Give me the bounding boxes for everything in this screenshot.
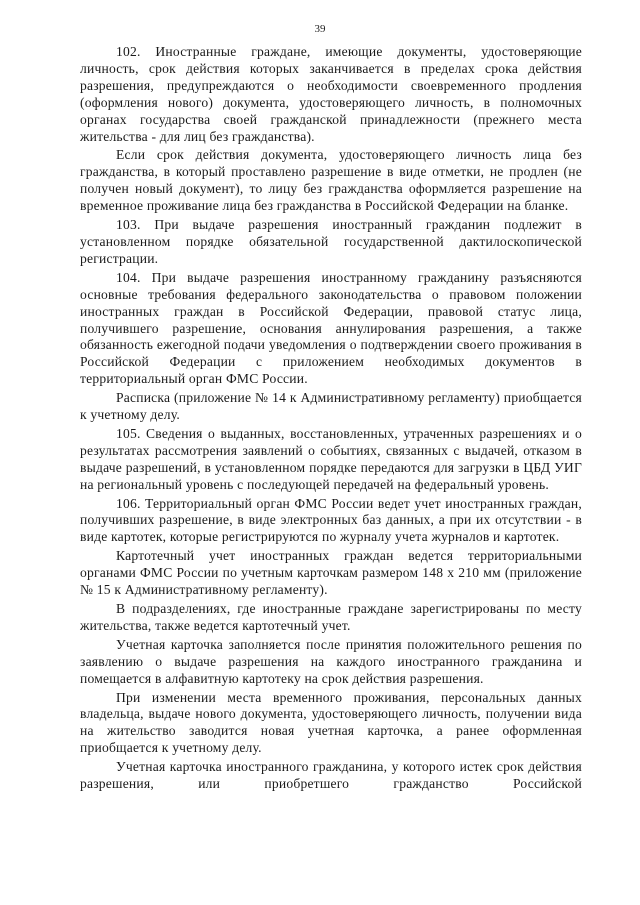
paragraph-105: 105. Сведения о выданных, восстановленных, утраченных разрешениях и о результатах рассмотрения заявлений о событиях, связанных с выдачей, отказом в выдаче разрешений, в установленном порядке передаются для загрузки в ЦБД УИГ на региональный уровень с последующей передачей на федеральный уровень. [80,425,582,492]
paragraph-104: 104. При выдаче разрешения иностранному гражданину разъясняются основные требования федерального законодательства о правовом положении иностранных граждан в Российской Федерации, правовой статус лица, получившего разрешение, основания аннулирования разрешения, а также обязанность ежегодной подачи уведомления о подтверждении своего проживания в Российской Федерации с приложением необходимых документов в территориальный орган ФМС России. [80,269,582,387]
document-body [80,44,582,795]
paragraph-102: 102. Иностранные граждане, имеющие документы, удостоверяющие личность, срок действия которых заканчивается в пределах срока действия разрешения, предупреждаются о необходимости своевременного продления (оформления нового) документа, удостоверяющего личность, в полномочных органах государства своей гражданской принадлежности (прежнего места жительства - для лиц без гражданства). [80,44,582,144]
paragraph-102-continuation: Если срок действия документа, удостоверяющего личность лица без гражданства, в который проставлено разрешение в виде отметки, не продлен (не получен новый документ), то лицу без гражданства оформляется разрешение на временное проживание лица без гражданства в Российской Федерации на бланке. [80,147,582,214]
paragraph-103: 103. При выдаче разрешения иностранный гражданин подлежит в установленном порядке обязательной государственной дактилоскопической регистрации. [80,217,582,266]
paragraph-106: 106. Территориальный орган ФМС России ведет учет иностранных граждан, получивших разрешение, в виде электронных баз данных, а при их отсутствии - в виде картотек, которые регистрируются по журналу учета журналов и картотек. [80,495,582,545]
paragraph-106-card-index: Картотечный учет иностранных граждан ведется территориальными органами ФМС России по учетным карточкам размером 148 х 210 мм (приложение № 15 к Административному регламенту). [80,548,582,598]
paragraph-106-card-filling: Учетная карточка заполняется после принятия положительного решения по заявлению о выдаче разрешения на каждого иностранного гражданина и помещается в алфавитную картотеку на срок действия разрешения. [80,636,582,686]
paragraph-106-card-change: При изменении места временного проживания, персональных данных владельца, выдаче нового документа, удостоверяющего личность, получении вида на жительство заводится новая учетная карточка, а ранее оформленная приобщается к учетному делу. [80,689,582,756]
page-number: 39 [314,23,326,35]
paragraph-104-receipt: Расписка (приложение № 14 к Административному регламенту) приобщается к учетному делу. [80,390,582,423]
paragraph-106-card-expired: Учетная карточка иностранного гражданина, у которого истек срок действия разрешения, или приобретшего гражданство Российской [80,759,582,792]
paragraph-106-subdivisions: В подразделениях, где иностранные граждане зарегистрированы по месту жительства, также ведется картотечный учет. [80,601,582,633]
